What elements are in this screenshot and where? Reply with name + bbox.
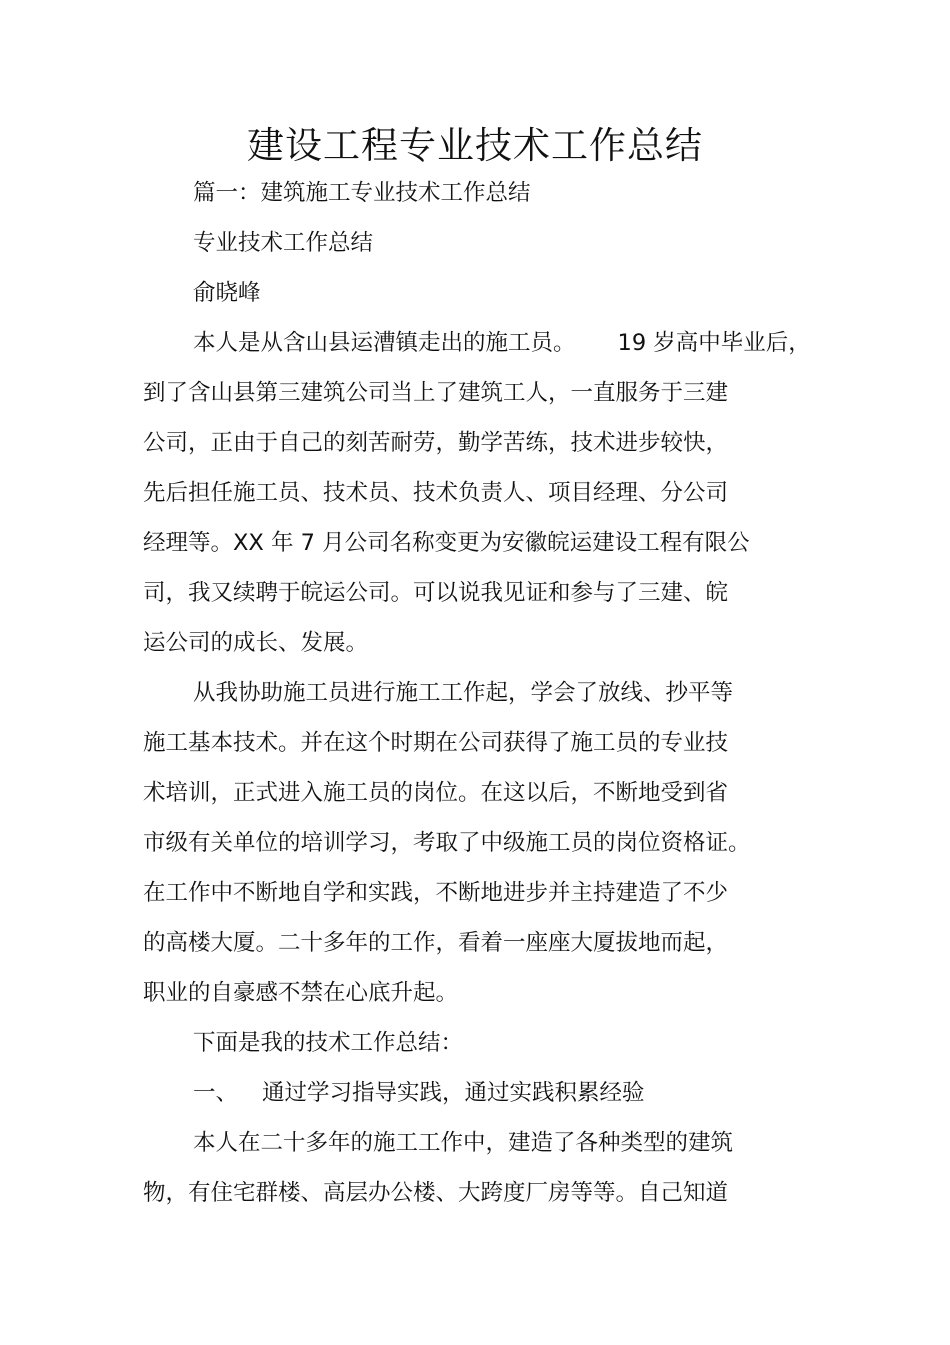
paragraph-3: 下面是我的技术工作总结：: [193, 1030, 464, 1056]
paragraph-2-line-5: 在工作中不断地自学和实践，不断地进步并主持建造了不少: [143, 880, 729, 906]
paragraph-2-line-4: 市级有关单位的培训学习，考取了中级施工员的岗位资格证。: [143, 830, 751, 856]
paragraph-1-line-5: 经理等。XX 年 7 月公司名称变更为安徽皖运建设工程有限公: [143, 530, 750, 556]
paragraph-1-line-7: 运公司的成长、发展。: [143, 630, 369, 656]
paragraph-1-line-2: 到了含山县第三建筑公司当上了建筑工人，一直服务于三建: [143, 380, 729, 406]
paragraph-2-line-1: 从我协助施工员进行施工工作起，学会了放线、抄平等: [193, 680, 734, 706]
section-1-number: 一、: [193, 1080, 239, 1106]
paragraph-2-line-6: 的高楼大厦。二十多年的工作，看着一座座大厦拔地而起，: [143, 930, 729, 956]
paragraph-2-line-3: 术培训，正式进入施工员的岗位。在这以后，不断地受到省: [143, 780, 729, 806]
paragraph-1-line-4: 先后担任施工员、技术员、技术负责人、项目经理、分公司: [143, 480, 729, 506]
paragraph-4-line-2: 物，有住宅群楼、高层办公楼、大跨度厂房等等。自己知道: [143, 1180, 729, 1206]
paragraph-1-line-1-b: 19 岁高中毕业后，: [617, 330, 811, 356]
author-name: 俞晓峰: [193, 280, 261, 306]
subtitle: 篇一：建筑施工专业技术工作总结: [193, 180, 531, 206]
paragraph-1-line-6: 司，我又续聘于皖运公司。可以说我见证和参与了三建、皖: [143, 580, 729, 606]
paragraph-1-line-3: 公司，正由于自己的刻苦耐劳，勤学苦练，技术进步较快，: [143, 430, 729, 456]
paragraph-1-line-1: [193, 328, 811, 358]
section-1-title: 通过学习指导实践，通过实践积累经验: [262, 1080, 645, 1106]
paragraph-2-line-7: 职业的自豪感不禁在心底升起。: [143, 980, 459, 1006]
paragraph-1-line-1-a: 本人是从含山县运漕镇走出的施工员。: [193, 330, 576, 356]
document-title: 建设工程专业技术工作总结: [247, 124, 703, 167]
paragraph-4-line-1: 本人在二十多年的施工工作中，建造了各种类型的建筑: [193, 1130, 734, 1156]
section-heading: 专业技术工作总结: [193, 230, 374, 256]
paragraph-2-line-2: 施工基本技术。并在这个时期在公司获得了施工员的专业技: [143, 730, 729, 756]
section-1-heading: [193, 1078, 645, 1108]
